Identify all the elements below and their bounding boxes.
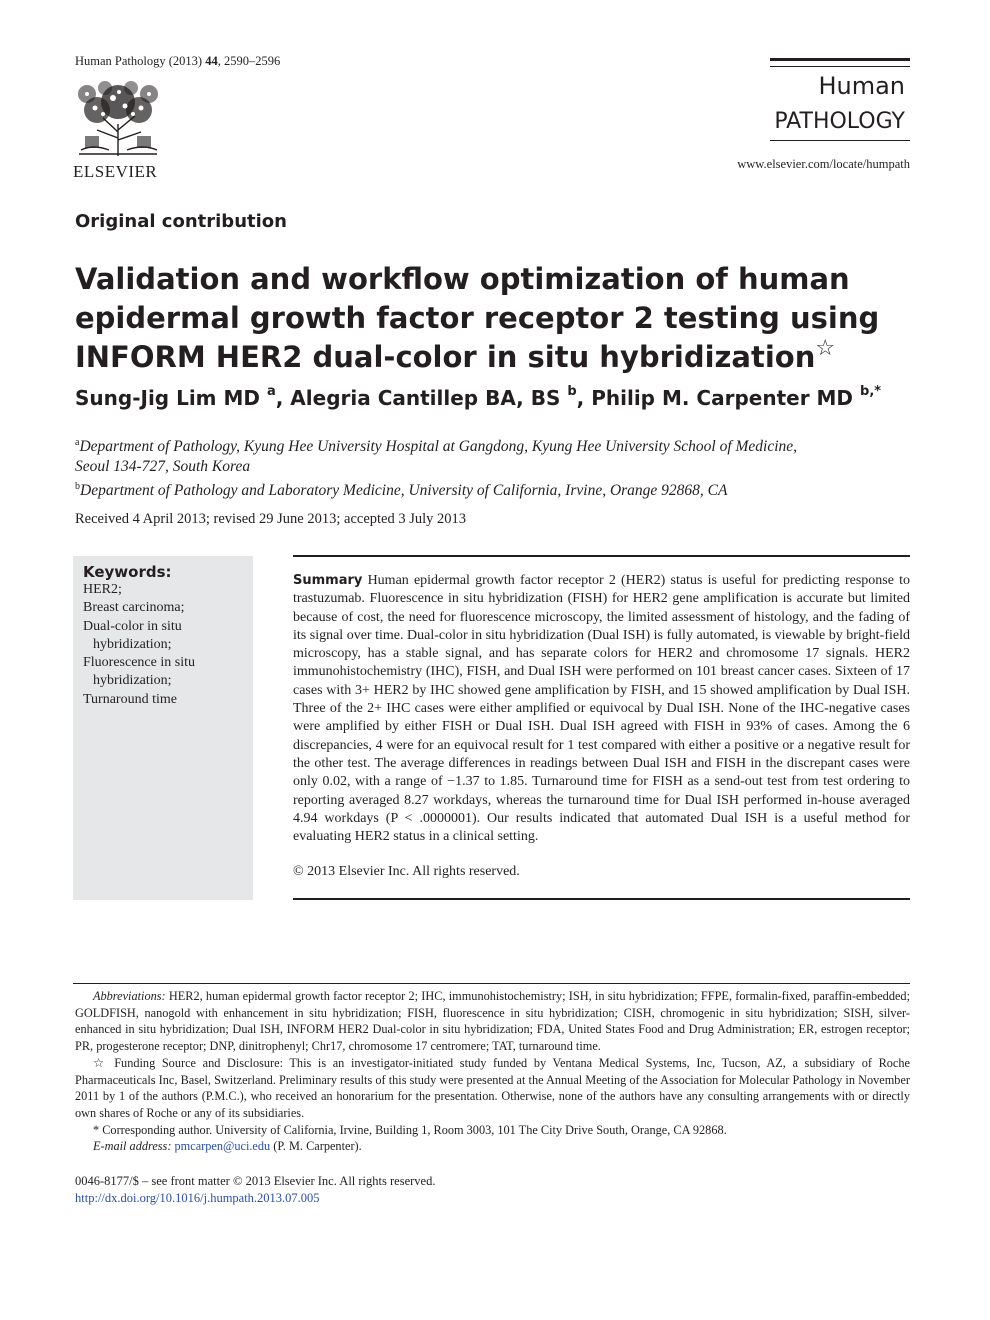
publisher-logo-wordmark: ELSEVIER: [73, 162, 158, 181]
article-type-label: Original contribution: [75, 211, 287, 232]
email-footnote: E-mail address: pmcarpen@uci.edu (P. M. Carpenter).: [93, 1139, 362, 1154]
journal-url-link[interactable]: www.elsevier.com/locate/humpath: [737, 157, 910, 171]
affiliation-item-cont: Seoul 134-727, South Korea: [75, 458, 251, 476]
journal-name: Human: [818, 72, 905, 100]
corresponding-author-footnote: * Corresponding author. University of California, Irvine, Building 1, Room 3003, 101 The City Drive South, Orange, CA 92868.: [93, 1122, 727, 1137]
footnote-rule: [73, 983, 910, 984]
doi-link[interactable]: http://dx.doi.org/10.1016/j.humpath.2013.07.005: [75, 1191, 320, 1205]
journal-name-sub: PATHOLOGY: [774, 109, 905, 134]
funding-footnote: ☆ Funding Source and Disclosure: This is an investigator-initiated study funded by Ventana Medical Systems, Inc, Tucson, AZ, a subsidiary of Roche Pharmaceuticals Inc, Basel, Switzerland. Preliminary results of this study were presented at the Annual Meeting of the Association for Molecular Pathology in November 2011 by 1 of the authors (P.M.C.), who received an honorarium for the presentation. Otherwise, none of the authors have any consulting arrangements with or directly own shares of Roche or any of its subsidiaries.: [75, 1055, 910, 1120]
summary-text: Human epidermal growth factor receptor 2 (HER2) status is useful for predicting response to trastuzumab. Fluorescence in situ hybridization (FISH) for HER2 gene amplification is accurate but limited because of cost, the need for fluorescence microscopy, the limited assessment of histology, and the fading of its signal over time. Dual-color in situ hybridization (Dual ISH) is fully automated, is viewable by bright-field microscopy, has a stable signal, and has separate colors for HER2 and chromosome 17 signals. HER2 immunohistochemistry (IHC), FISH, and Dual ISH were performed on 101 breast cancer cases. Sixteen of 17 cases with 3+ HER2 by IHC showed gene amplification by FISH, and 15 showed amplification by Dual ISH. Three of the 2+ IHC cases were either amplified or equivocal by Dual ISH. None of the IHC-negative cases were amplified by either FISH or Dual ISH. Dual ISH agreed with FISH in 93% of cases. Among the 6 discrepancies, 4 were for an equivocal result for 1 test compared with either a positive or a negative result for the other test. The average differences in readings between Dual ISH and FISH in the discrepant cases were only 0.02, with a range of −1.37 to 1.85. Turnaround time for FISH as a send-out test from test ordering to reporting averaged 8.27 workdays, whereas the turnaround time for Dual ISH performed in-house averaged 4.94 workdays (P < .0000001). Our results indicated that automated Dual ISH is a useful method for evaluating HER2 status in a clinical setting.: [293, 573, 910, 845]
journal-masthead-rule: [770, 140, 910, 141]
keyword-item[interactable]: Breast carcinoma;: [83, 600, 185, 616]
author-name[interactable]: Philip M. Carpenter MD: [591, 386, 854, 410]
received-dates: Received 4 April 2013; revised 29 June 2013; accepted 3 July 2013: [75, 511, 467, 527]
author-name[interactable]: Sung-Jig Lim MD: [75, 386, 260, 410]
funding-star-icon: ☆: [93, 1055, 108, 1070]
journal-masthead-rule: [770, 66, 910, 67]
keyword-item[interactable]: Dual-color in situ hybridization;: [83, 618, 182, 652]
summary-label: Summary: [293, 573, 363, 588]
issn-line: 0046-8177/$ – see front matter © 2013 Elsevier Inc. All rights reserved.: [75, 1174, 436, 1188]
article-title: Validation and workflow optimization of human epidermal growth factor receptor 2 testing using INFORM HER2 dual-color in situ hybridization☆: [75, 262, 880, 374]
abstract-summary: [293, 572, 910, 846]
keyword-item[interactable]: HER2;: [83, 582, 122, 597]
summary-bottom-rule: [293, 898, 910, 900]
summary-top-rule: [293, 555, 910, 557]
author-affiliation-mark[interactable]: b,*: [860, 384, 882, 400]
email-link[interactable]: pmcarpen@uci.edu: [174, 1139, 271, 1154]
affiliation-item: $^a$Department of Pathology, Kyung Hee University Hospital at Gangdong, Kyung Hee University School of Medicine,: [75, 437, 798, 456]
keywords-list: [83, 581, 248, 709]
journal-masthead-rule: [770, 58, 910, 61]
elsevier-tree-logo: [73, 80, 163, 158]
affiliation-item: $^b$Department of Pathology and Laboratory Medicine, University of California, Irvine, Orange 92868, CA: [75, 481, 728, 500]
author-affiliation-mark[interactable]: b: [567, 384, 577, 400]
abstract-copyright: © 2013 Elsevier Inc. All rights reserved.: [293, 864, 520, 879]
journal-citation: Human Pathology (2013) 44, 2590–2596: [75, 54, 281, 68]
keyword-item[interactable]: Turnaround time: [83, 691, 177, 707]
author-list: Sung-Jig Lim MD $^a$, Alegria Cantillep BA, BS $^b$, Philip M. Carpenter MD $^{b,*}$: [75, 384, 882, 410]
affiliations: [75, 433, 905, 501]
keywords-heading: Keywords:: [83, 563, 172, 581]
keyword-item[interactable]: Fluorescence in situ hybridization;: [83, 655, 195, 689]
footnotes: [75, 988, 910, 1155]
author-affiliation-mark[interactable]: a: [266, 384, 276, 400]
title-footnote-star-icon[interactable]: ☆: [815, 336, 836, 361]
author-name[interactable]: Alegria Cantillep BA, BS: [290, 386, 561, 410]
abbreviations-footnote: Abbreviations: HER2, human epidermal growth factor receptor 2; IHC, immunohistochemistry; ISH, in situ hybridization; FFPE, formalin-fixed, paraffin-embedded; GOLDFISH, nanogold with enhancement in situ hybridization; FISH, fluorescence in situ hybridization; CISH, chromogenic in situ hybridization; SISH, silver-enhanced in situ hybridization; Dual ISH, INFORM HER2 Dual-color in situ hybridization; FDA, United States Food and Drug Administration; ER, estrogen receptor; PR, progesterone receptor; DNP, dinitrophenyl; Chr17, chromosome 17 centromere; TAT, turnaround time.: [75, 989, 910, 1054]
